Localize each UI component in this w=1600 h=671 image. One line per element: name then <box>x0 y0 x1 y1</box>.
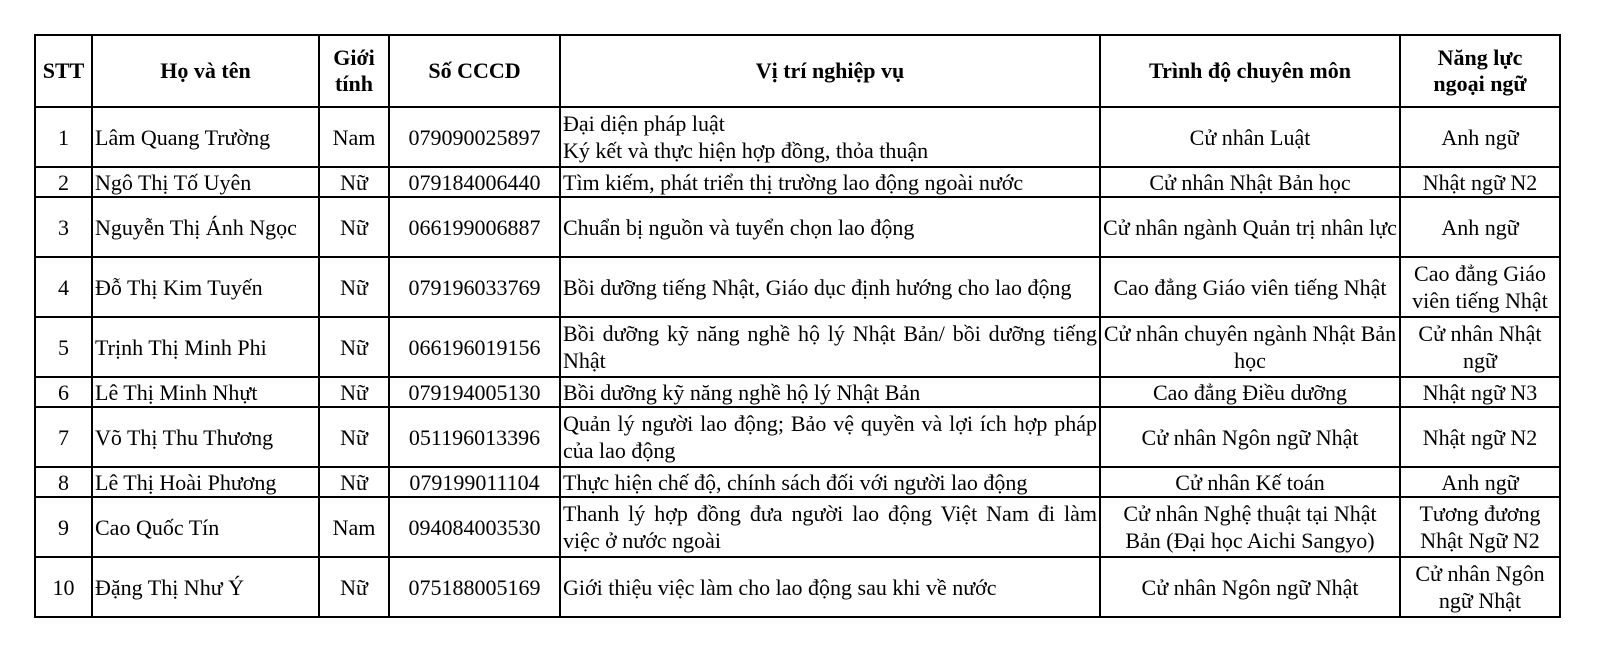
header-lang <box>1400 35 1560 107</box>
cell-stt: 8 <box>35 467 92 497</box>
cell-stt: 6 <box>35 377 92 407</box>
cell-id: 066196019156 <box>389 317 560 377</box>
staff-table <box>34 34 1561 618</box>
cell-role: Bồi dưỡng kỹ năng nghề hộ lý Nhật Bản <box>560 377 1100 407</box>
cell-name: Trịnh Thị Minh Phi <box>92 317 319 377</box>
cell-role: Tìm kiếm, phát triển thị trường lao động ngoài nước <box>560 167 1100 197</box>
header-gender-line1: Giới <box>333 45 375 70</box>
cell-degree: Cử nhân Nhật Bản học <box>1100 167 1400 197</box>
table-body <box>35 107 1560 617</box>
cell-lang: Cử nhân Ngôn ngữ Nhật <box>1400 557 1560 617</box>
cell-name: Võ Thị Thu Thương <box>92 407 319 467</box>
header-lang-line2: ngoại ngữ <box>1433 71 1527 96</box>
table-row <box>35 497 1560 557</box>
cell-role-line2: Ký kết và thực hiện hợp đồng, thỏa thuận <box>563 138 929 163</box>
cell-lang: Tương đương Nhật Ngữ N2 <box>1400 497 1560 557</box>
cell-lang: Cao đẳng Giáo viên tiếng Nhật <box>1400 257 1560 317</box>
cell-role: Bồi dưỡng tiếng Nhật, Giáo dục định hướng cho lao động <box>560 257 1100 317</box>
cell-role: Quản lý người lao động; Bảo vệ quyền và lợi ích hợp pháp của lao động <box>560 407 1100 467</box>
cell-id: 094084003530 <box>389 497 560 557</box>
table-header <box>35 35 1560 107</box>
table-row <box>35 317 1560 377</box>
cell-gender: Nữ <box>319 167 389 197</box>
cell-role: Giới thiệu việc làm cho lao động sau khi về nước <box>560 557 1100 617</box>
cell-lang: Anh ngữ <box>1400 467 1560 497</box>
header-stt: STT <box>35 35 92 107</box>
cell-stt: 10 <box>35 557 92 617</box>
table-row <box>35 557 1560 617</box>
cell-gender: Nam <box>319 497 389 557</box>
cell-gender: Nữ <box>319 467 389 497</box>
cell-degree: Cao đẳng Điều dưỡng <box>1100 377 1400 407</box>
cell-name: Lê Thị Minh Nhựt <box>92 377 319 407</box>
cell-lang: Nhật ngữ N2 <box>1400 407 1560 467</box>
cell-lang: Anh ngữ <box>1400 197 1560 257</box>
cell-id: 066199006887 <box>389 197 560 257</box>
cell-gender: Nữ <box>319 257 389 317</box>
cell-degree: Cử nhân ngành Quản trị nhân lực <box>1100 197 1400 257</box>
cell-degree: Cao đẳng Giáo viên tiếng Nhật <box>1100 257 1400 317</box>
cell-gender: Nam <box>319 107 389 167</box>
cell-degree: Cử nhân Luật <box>1100 107 1400 167</box>
cell-degree: Cử nhân Kế toán <box>1100 467 1400 497</box>
cell-role: Chuẩn bị nguồn và tuyển chọn lao động <box>560 197 1100 257</box>
header-id: Số CCCD <box>389 35 560 107</box>
cell-name: Đỗ Thị Kim Tuyến <box>92 257 319 317</box>
header-lang-line1: Năng lực <box>1437 45 1523 70</box>
cell-stt: 9 <box>35 497 92 557</box>
cell-name: Đặng Thị Như Ý <box>92 557 319 617</box>
cell-degree: Cử nhân Ngôn ngữ Nhật <box>1100 407 1400 467</box>
cell-lang: Nhật ngữ N2 <box>1400 167 1560 197</box>
header-gender-line2: tính <box>335 71 373 96</box>
table-row <box>35 197 1560 257</box>
header-role: Vị trí nghiệp vụ <box>560 35 1100 107</box>
cell-degree: Cử nhân Nghệ thuật tại Nhật Bản (Đại học Aichi Sangyo) <box>1100 497 1400 557</box>
cell-role <box>560 107 1100 167</box>
cell-stt: 4 <box>35 257 92 317</box>
header-degree: Trình độ chuyên môn <box>1100 35 1400 107</box>
cell-id: 075188005169 <box>389 557 560 617</box>
table-row <box>35 107 1560 167</box>
header-row <box>35 35 1560 107</box>
cell-lang: Anh ngữ <box>1400 107 1560 167</box>
cell-role-line1: Đại diện pháp luật <box>563 111 725 136</box>
cell-name: Lê Thị Hoài Phương <box>92 467 319 497</box>
cell-lang: Cử nhân Nhật ngữ <box>1400 317 1560 377</box>
cell-gender: Nữ <box>319 317 389 377</box>
cell-gender: Nữ <box>319 197 389 257</box>
cell-gender: Nữ <box>319 557 389 617</box>
cell-id: 079184006440 <box>389 167 560 197</box>
table-row <box>35 167 1560 197</box>
cell-degree: Cử nhân Ngôn ngữ Nhật <box>1100 557 1400 617</box>
cell-degree: Cử nhân chuyên ngành Nhật Bản học <box>1100 317 1400 377</box>
table-row <box>35 467 1560 497</box>
cell-stt: 1 <box>35 107 92 167</box>
header-gender <box>319 35 389 107</box>
cell-role: Thanh lý hợp đồng đưa người lao động Việt Nam đi làm việc ở nước ngoài <box>560 497 1100 557</box>
cell-name: Nguyễn Thị Ánh Ngọc <box>92 197 319 257</box>
cell-id: 079194005130 <box>389 377 560 407</box>
cell-name: Ngô Thị Tố Uyên <box>92 167 319 197</box>
header-name: Họ và tên <box>92 35 319 107</box>
cell-id: 079090025897 <box>389 107 560 167</box>
cell-id: 051196013396 <box>389 407 560 467</box>
cell-role: Thực hiện chế độ, chính sách đối với người lao động <box>560 467 1100 497</box>
cell-stt: 3 <box>35 197 92 257</box>
cell-lang: Nhật ngữ N3 <box>1400 377 1560 407</box>
cell-role: Bồi dưỡng kỹ năng nghề hộ lý Nhật Bản/ bồi dưỡng tiếng Nhật <box>560 317 1100 377</box>
cell-stt: 2 <box>35 167 92 197</box>
cell-name: Cao Quốc Tín <box>92 497 319 557</box>
cell-gender: Nữ <box>319 377 389 407</box>
cell-stt: 7 <box>35 407 92 467</box>
cell-stt: 5 <box>35 317 92 377</box>
cell-id: 079199011104 <box>389 467 560 497</box>
table-row <box>35 377 1560 407</box>
table-row <box>35 257 1560 317</box>
cell-gender: Nữ <box>319 407 389 467</box>
cell-name: Lâm Quang Trường <box>92 107 319 167</box>
table-row <box>35 407 1560 467</box>
cell-id: 079196033769 <box>389 257 560 317</box>
